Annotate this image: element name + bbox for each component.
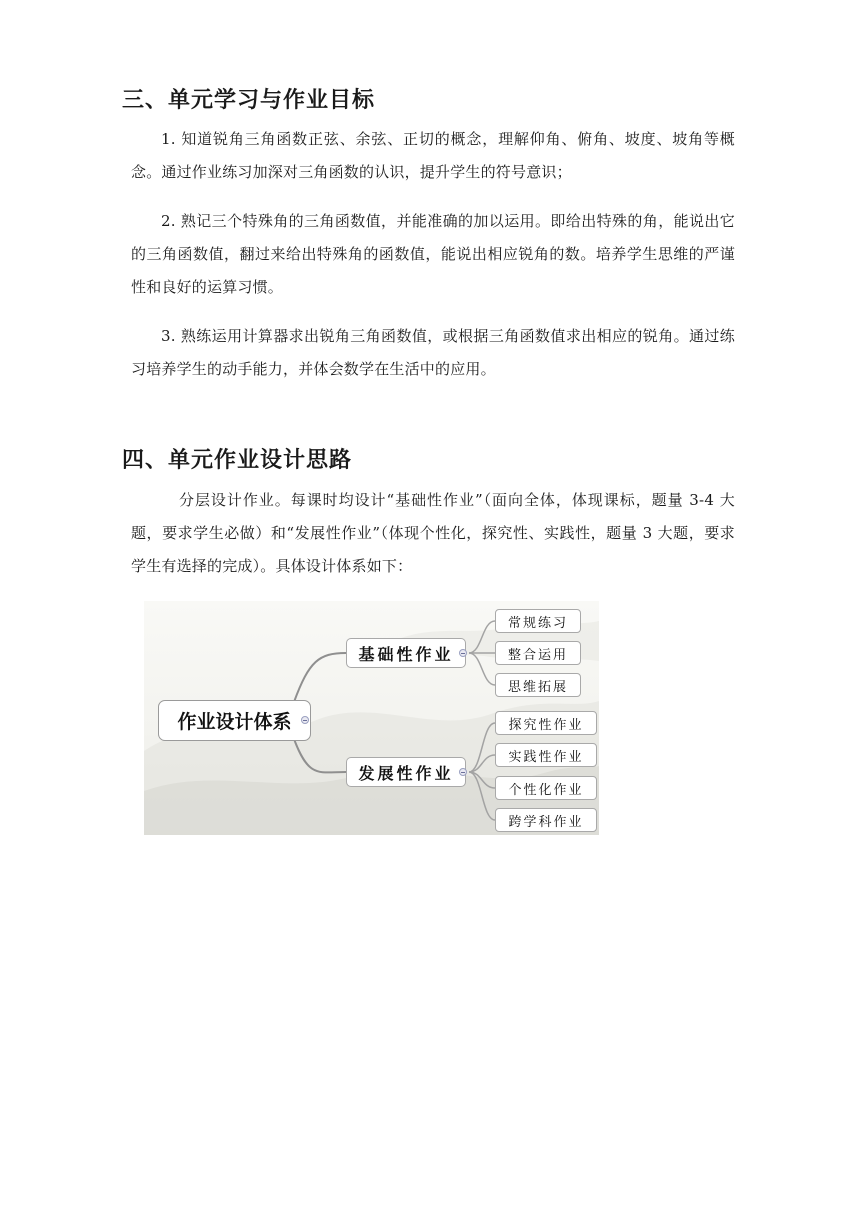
leaf-node: 探究性作业	[495, 711, 597, 735]
collapse-toggle-icon	[459, 649, 467, 657]
leaf-node: 常规练习	[495, 609, 581, 633]
branch-developmental-homework: 发展性作业	[346, 757, 466, 787]
homework-design-mindmap	[144, 601, 599, 835]
leaf-node: 个性化作业	[495, 776, 597, 800]
leaf-node: 实践性作业	[495, 743, 597, 767]
branch-basic-homework: 基础性作业	[346, 638, 466, 668]
goal-item-1: 1. 知道锐角三角函数正弦、余弦、正切的概念，理解仰角、俯角、坡度、坡角等概念。通过作业练习加深对三角函数的认识，提升学生的符号意识；	[131, 130, 735, 181]
leaf-node: 思维拓展	[495, 673, 581, 697]
goal-item-2: 2. 熟记三个特殊角的三角函数值，并能准确的加以运用。即给出特殊的角，能说出它的三角函数值，翻过来给出特殊角的函数值，能说出相应锐角的数。培养学生思维的严谨性和良好的运算习惯。	[131, 212, 735, 296]
collapse-toggle-icon	[459, 768, 467, 776]
leaf-node: 整合运用	[495, 641, 581, 665]
collapse-toggle-icon	[301, 716, 309, 724]
design-paragraph: 分层设计作业。每课时均设计“基础性作业”（面向全体，体现课标，题量 3-4 大题，要求学生必做）和“发展性作业”（体现个性化，探究性、实践性，题量 3 大题，要求学生有选择的完成）。具体设计体系如下：	[131, 491, 735, 575]
goal-item-3: 3. 熟练运用计算器求出锐角三角函数值，或根据三角函数值求出相应的锐角。通过练习培养学生的动手能力，并体会数学在生活中的应用。	[131, 327, 735, 378]
leaf-node: 跨学科作业	[495, 808, 597, 832]
mindmap-root-node: 作业设计体系	[158, 700, 311, 741]
section-4-heading: 四、单元作业设计思路	[122, 448, 353, 473]
section-3-heading: 三、单元学习与作业目标	[122, 88, 376, 113]
